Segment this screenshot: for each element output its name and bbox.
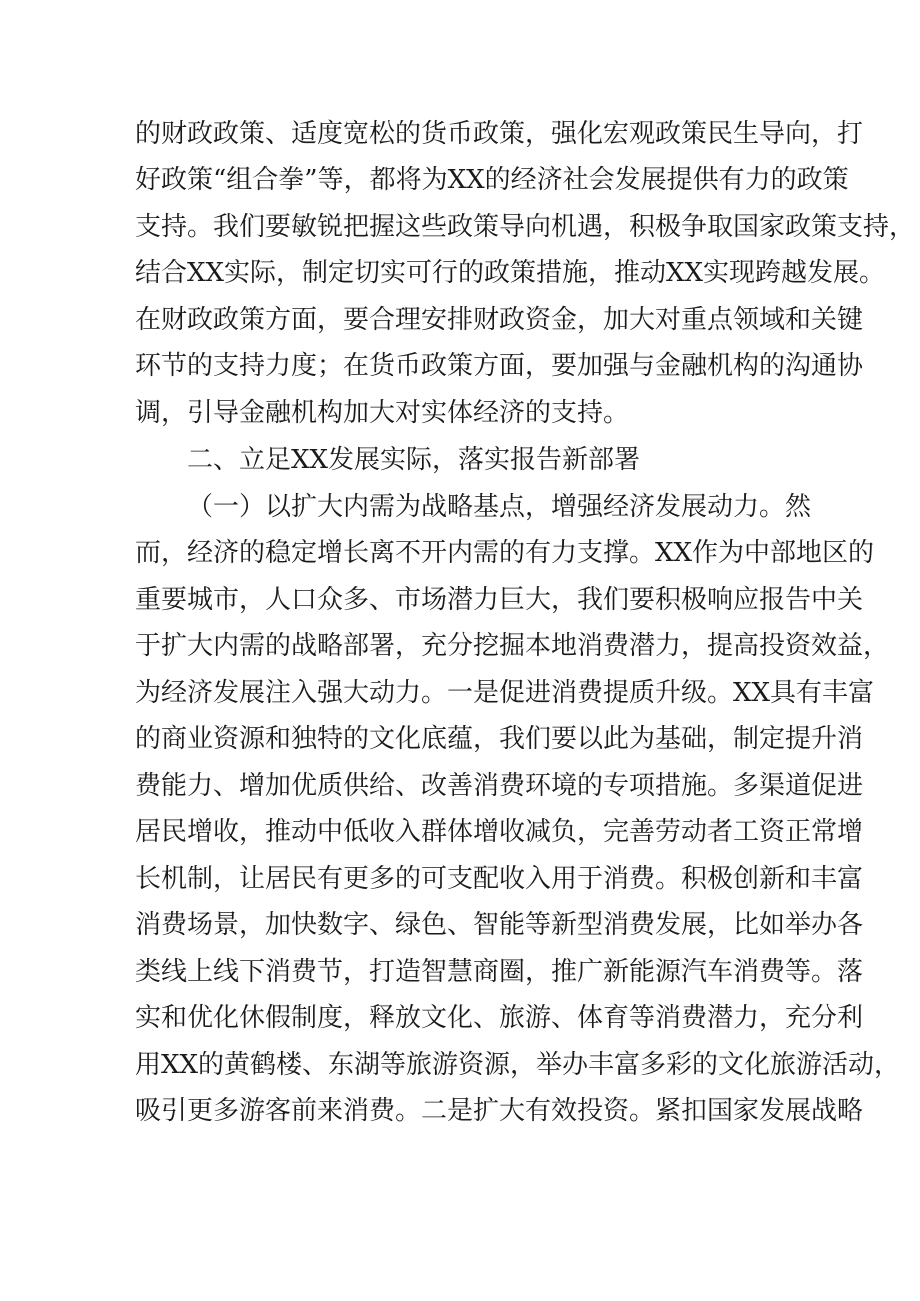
body-text-line: 消费场景，加快数字、绿色、智能等新型消费发展，比如举办各 [135, 910, 864, 940]
body-text-line: 的商业资源和独特的文化底蕴，我们要以此为基础，制定提升消 [135, 724, 864, 754]
body-text-line: 结合XX实际，制定切实可行的政策措施，推动XX实现跨越发展。 [135, 258, 886, 288]
body-text-line: 的财政政策、适度宽松的货币政策，强化宏观政策民生导向，打 [135, 119, 864, 149]
body-text-line: 居民增收，推动中低收入群体增收减负，完善劳动者工资正常增 [135, 817, 864, 847]
body-text-line: 在财政政策方面，要合理安排财政资金，加大对重点领域和关键 [135, 305, 864, 335]
section-heading: 二、立足XX发展实际，落实报告新部署 [187, 445, 641, 475]
body-text-line: 环节的支持力度；在货币政策方面，要加强与金融机构的沟通协 [135, 351, 864, 381]
body-text-line: 吸引更多游客前来消费。二是扩大有效投资。紧扣国家发展战略 [135, 1096, 864, 1126]
body-text-line: 为经济发展注入强大动力。一是促进消费提质升级。XX具有丰富 [135, 678, 875, 708]
body-text-line: 用XX的黄鹤楼、东湖等旅游资源，举办丰富多彩的文化旅游活动， [135, 1050, 901, 1080]
subsection-heading-line: （一）以扩大内需为战略基点，增强经济发展动力。然 [187, 492, 812, 522]
body-text-line: 实和优化休假制度，释放文化、旅游、体育等消费潜力，充分利 [135, 1003, 864, 1033]
body-text-line: 而，经济的稳定增长离不开内需的有力支撑。XX作为中部地区的 [135, 538, 875, 568]
body-text-line: 于扩大内需的战略部署，充分挖掘本地消费潜力，提高投资效益， [135, 631, 890, 661]
body-text-line: 类线上线下消费节，打造智慧商圈，推广新能源汽车消费等。落 [135, 957, 864, 987]
body-text-line: 好政策“组合拳”等，都将为XX的经济社会发展提供有力的政策 [135, 165, 849, 195]
body-text-line: 支持。我们要敏锐把握这些政策导向机遇，积极争取国家政策支持， [135, 212, 916, 242]
body-text-line: 长机制，让居民有更多的可支配收入用于消费。积极创新和丰富 [135, 864, 864, 894]
body-text-line: 重要城市，人口众多、市场潜力巨大，我们要积极响应报告中关 [135, 585, 864, 615]
body-text-line: 调，引导金融机构加大对实体经济的支持。 [135, 398, 630, 428]
body-text-line: 费能力、增加优质供给、改善消费环境的专项措施。多渠道促进 [135, 771, 864, 801]
